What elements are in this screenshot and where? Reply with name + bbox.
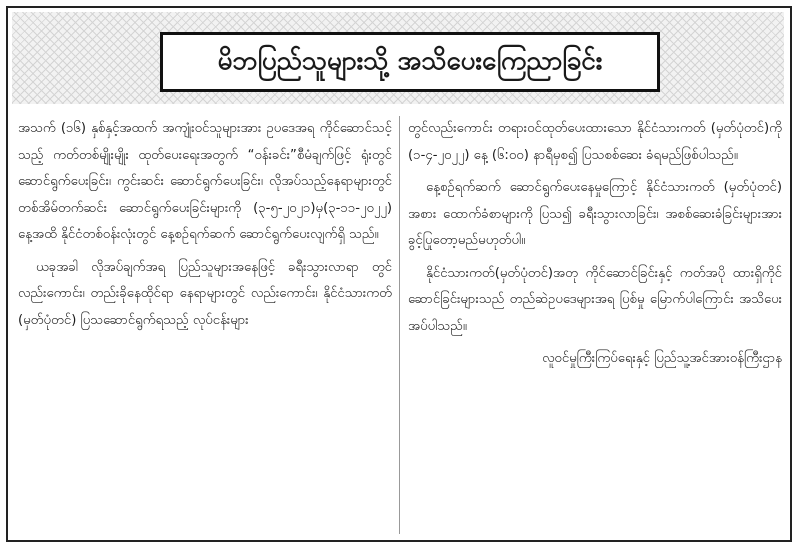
right-paragraph-1: တွင်လည်းကောင်း တရားဝင်ထုတ်ပေးထားသော နိုင်ငံသားကတ် (မှတ်ပုံတင်)ကို (၁-၄-၂၀၂၂) နေ့ (၆:၀၀) နာရီမှစ၍ ပြသစစ်ဆေး ခံရမည်ဖြစ်ပါသည်။ — [408, 121, 782, 163]
title-box — [160, 32, 660, 92]
right-paragraph-2: နေ့စဉ်ရက်ဆက် ဆောင်ရွက်ပေးနေမှုကြောင့် နိုင်ငံသားကတ် (မှတ်ပုံတင်) အစား ထောက်ခံစာများကို ပြသ၍ ခရီးသွားလာခြင်း၊ အစစ်ဆေးခံခြင်းများအား ခွင့်ပြုတော့မည်မဟုတ်ပါ။ — [408, 180, 782, 248]
signature: လူဝင်မှုကြီးကြပ်ရေးနှင့် ပြည်သူ့အင်အားဝန်ကြီးဌာန — [542, 351, 782, 366]
right-paragraph-3: နိုင်ငံသားကတ်(မှတ်ပုံတင်)အတု ကိုင်ဆောင်ခြင်းနှင့် ကတ်အပို ထားရှိကိုင်ဆောင်ခြင်းများသည် တည်ဆဲဥပဒေများအရ ပြစ်မှု မြောက်ပါကြောင်း အသိပေးအပ်ပါသည်။ — [408, 265, 782, 334]
left-paragraph-2: ယခုအခါ လိုအပ်ချက်အရ ပြည်သူများအနေဖြင့် ခရီးသွားလာရာ တွင်လည်းကောင်း၊ တည်းခိုနေထိုင်ရာ နေရာများတွင် လည်းကောင်း၊ နိုင်ငံသားကတ် (မှတ်ပုံတင်) ပြသဆောင်ရွက်ရသည့် လုပ်ငန်းများ — [18, 259, 392, 328]
left-paragraph-1: အသက် (၁၆) နှစ်နှင့်အထက် အကျုံးဝင်သူများအား ဥပဒေအရ ကိုင်ဆောင်သင့်သည့် ကတ်တစ်မျိုးမျိုး ထုတ်ပေးရေးအတွက် “ဝန်းခင်း”စီမံချက်ဖြင့် ရုံးတွင်ဆောင်ရွက်ပေးခြင်း၊ ကွင်းဆင်း ဆောင်ရွက်ပေးခြင်း၊ လိုအပ်သည့်နေရာများတွင် တစ်အိမ်တက်ဆင်း ဆောင်ရွက်ပေးခြင်းများကို (၃-၅-၂၀၂၁)မှ(၃-၁၁-၂၀၂၂) နေ့အထိ နိုင်ငံတစ်ဝန်းလုံးတွင် နေ့စဉ်ရက်ဆက် ဆောင်ရွက်ပေးလျက်ရှိ သည်။ — [18, 121, 392, 242]
column-divider — [399, 116, 400, 534]
left-column — [18, 116, 392, 340]
notice-header — [12, 12, 784, 104]
notice-title: မိဘပြည်သူများသို့ အသိပေးကြေညာခြင်း — [217, 45, 603, 76]
right-column — [408, 116, 782, 379]
